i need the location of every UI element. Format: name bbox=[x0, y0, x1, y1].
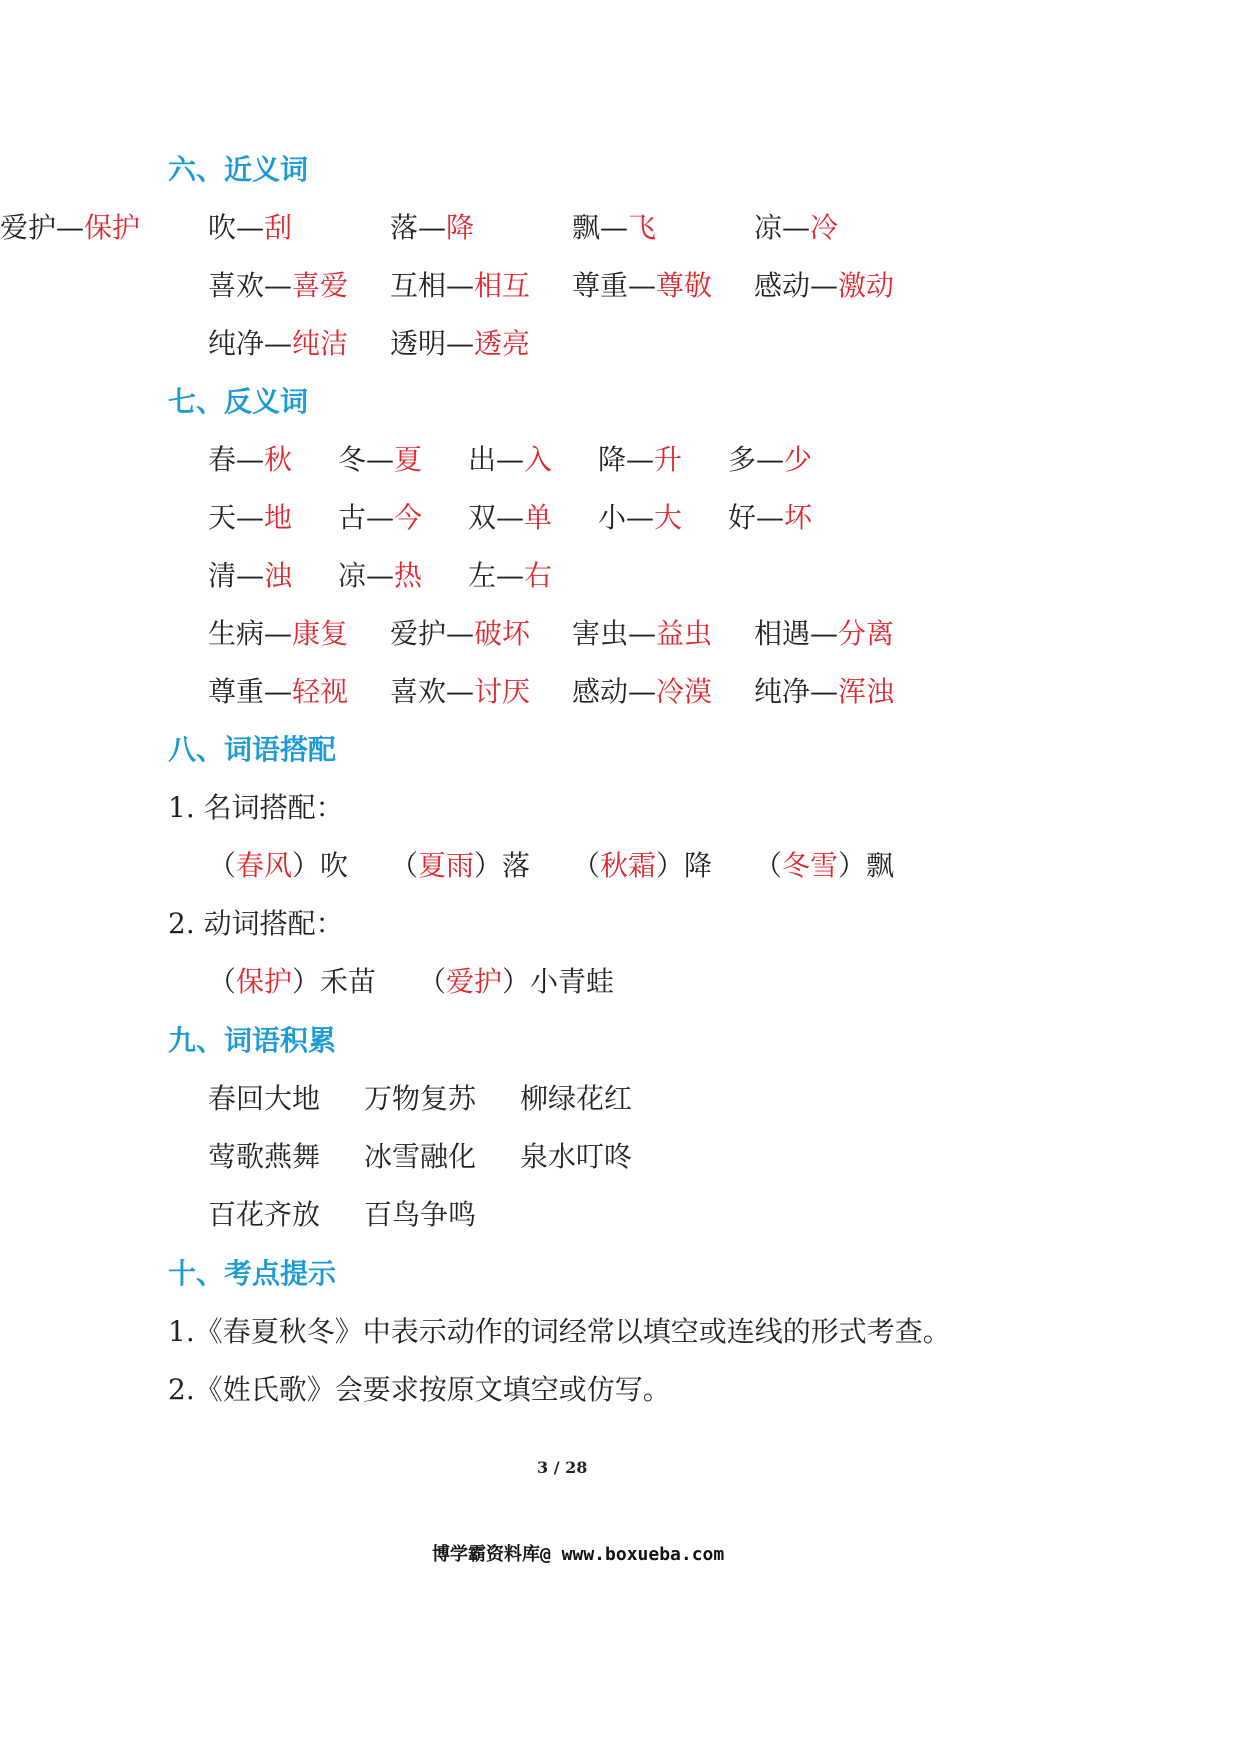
paren-close: ） bbox=[502, 965, 531, 998]
paren-open: （ bbox=[208, 849, 237, 882]
idiom: 春回大地 bbox=[208, 1082, 321, 1115]
dash: — bbox=[782, 211, 811, 244]
answer: 纯洁 bbox=[292, 327, 349, 360]
synonyms-pair bbox=[390, 322, 530, 362]
dash: — bbox=[756, 443, 785, 476]
synonyms-pair bbox=[208, 206, 292, 246]
word: 纯净 bbox=[208, 327, 265, 360]
word: 尊重 bbox=[208, 675, 265, 708]
word: 感动 bbox=[572, 675, 629, 708]
word: 小 bbox=[598, 501, 627, 534]
answer: 秋 bbox=[264, 443, 293, 476]
answer: 秋霜 bbox=[600, 849, 657, 882]
antonyms-pair bbox=[390, 670, 530, 710]
synonyms-pair bbox=[390, 264, 530, 304]
answer: 分离 bbox=[838, 617, 895, 650]
synonyms-pair bbox=[208, 264, 348, 304]
word: 好 bbox=[728, 501, 757, 534]
dash: — bbox=[756, 501, 785, 534]
answer: 夏 bbox=[394, 443, 423, 476]
dash: — bbox=[236, 443, 265, 476]
antonyms-pair bbox=[338, 496, 422, 536]
answer: 热 bbox=[394, 559, 423, 592]
word: 飘 bbox=[572, 211, 601, 244]
answer: 破坏 bbox=[474, 617, 531, 650]
dash: — bbox=[366, 501, 395, 534]
verb-collocation-label: 2. 动词搭配： bbox=[168, 907, 344, 940]
collocation-item bbox=[754, 844, 894, 884]
idiom: 莺歌燕舞 bbox=[208, 1140, 321, 1173]
answer: 激动 bbox=[838, 269, 895, 302]
antonyms-pair bbox=[728, 438, 812, 478]
dash: — bbox=[446, 617, 475, 650]
answer: 益虫 bbox=[656, 617, 713, 650]
word: 尊重 bbox=[572, 269, 629, 302]
section-title-tips: 十、考点提示 bbox=[168, 1257, 337, 1290]
section-title-synonyms: 六、近义词 bbox=[168, 153, 309, 186]
word: 爱护 bbox=[0, 211, 57, 244]
answer: 单 bbox=[524, 501, 553, 534]
antonyms-pair bbox=[208, 496, 292, 536]
section-title-antonyms: 七、反义词 bbox=[168, 385, 309, 418]
word: 爱护 bbox=[390, 617, 447, 650]
word: 喜欢 bbox=[390, 675, 447, 708]
antonyms-pair bbox=[468, 438, 552, 478]
collocation-item bbox=[418, 960, 614, 1000]
word: 多 bbox=[728, 443, 757, 476]
dash: — bbox=[236, 559, 265, 592]
word: 落 bbox=[502, 849, 531, 882]
dash: — bbox=[446, 675, 475, 708]
noun-collocation-label: 1. 名词搭配： bbox=[168, 791, 344, 824]
word: 清 bbox=[208, 559, 237, 592]
answer: 相互 bbox=[474, 269, 531, 302]
dash: — bbox=[446, 327, 475, 360]
word: 春 bbox=[208, 443, 237, 476]
answer: 尊敬 bbox=[656, 269, 713, 302]
word: 飘 bbox=[866, 849, 895, 882]
answer: 冬雪 bbox=[782, 849, 839, 882]
source-watermark: 博学霸资料库@ www.boxueba.com bbox=[432, 1544, 725, 1565]
paren-close: ） bbox=[656, 849, 685, 882]
antonyms-pair bbox=[468, 554, 552, 594]
answer: 康复 bbox=[292, 617, 349, 650]
paren-close: ） bbox=[292, 965, 321, 998]
dash: — bbox=[236, 501, 265, 534]
word: 古 bbox=[338, 501, 367, 534]
answer: 大 bbox=[654, 501, 683, 534]
paren-open: （ bbox=[208, 965, 237, 998]
word: 纯净 bbox=[754, 675, 811, 708]
dash: — bbox=[264, 269, 293, 302]
dash: — bbox=[628, 269, 657, 302]
collocation-item bbox=[572, 844, 712, 884]
antonyms-pair bbox=[208, 670, 348, 710]
idiom: 百鸟争鸣 bbox=[364, 1198, 477, 1231]
tip-item: 1.《春夏秋冬》中表示动作的词经常以填空或连线的形式考查。 bbox=[168, 1315, 951, 1348]
synonyms-pair bbox=[572, 264, 712, 304]
dash: — bbox=[496, 559, 525, 592]
dash: — bbox=[264, 675, 293, 708]
word: 出 bbox=[468, 443, 497, 476]
word: 感动 bbox=[754, 269, 811, 302]
answer: 降 bbox=[446, 211, 475, 244]
dash: — bbox=[628, 675, 657, 708]
answer: 保护 bbox=[236, 965, 293, 998]
word: 小青蛙 bbox=[530, 965, 615, 998]
word: 吹 bbox=[208, 211, 237, 244]
dash: — bbox=[496, 501, 525, 534]
answer: 夏雨 bbox=[418, 849, 475, 882]
word: 双 bbox=[468, 501, 497, 534]
idiom: 柳绿花红 bbox=[520, 1082, 633, 1115]
word: 降 bbox=[684, 849, 713, 882]
antonyms-pair bbox=[338, 554, 422, 594]
word: 透明 bbox=[390, 327, 447, 360]
dash: — bbox=[628, 617, 657, 650]
synonyms-pair bbox=[390, 206, 474, 246]
word: 喜欢 bbox=[208, 269, 265, 302]
answer: 坏 bbox=[784, 501, 813, 534]
answer: 浊 bbox=[264, 559, 293, 592]
antonyms-pair bbox=[390, 612, 530, 652]
dash: — bbox=[366, 559, 395, 592]
paren-open: （ bbox=[390, 849, 419, 882]
antonyms-pair bbox=[598, 438, 682, 478]
antonyms-pair bbox=[208, 438, 292, 478]
page-number: 3 / 28 bbox=[537, 1458, 588, 1477]
word: 天 bbox=[208, 501, 237, 534]
dash: — bbox=[264, 617, 293, 650]
antonyms-pair bbox=[208, 554, 292, 594]
idiom: 冰雪融化 bbox=[364, 1140, 477, 1173]
paren-open: （ bbox=[418, 965, 447, 998]
answer: 飞 bbox=[628, 211, 657, 244]
antonyms-pair bbox=[338, 438, 422, 478]
dash: — bbox=[810, 617, 839, 650]
answer: 入 bbox=[524, 443, 553, 476]
dash: — bbox=[496, 443, 525, 476]
antonyms-pair bbox=[468, 496, 552, 536]
antonyms-pair bbox=[728, 496, 812, 536]
word: 冬 bbox=[338, 443, 367, 476]
synonyms-pair bbox=[0, 206, 140, 246]
dash: — bbox=[264, 327, 293, 360]
antonyms-pair bbox=[754, 670, 894, 710]
paren-open: （ bbox=[572, 849, 601, 882]
antonyms-pair bbox=[572, 670, 712, 710]
paren-close: ） bbox=[474, 849, 503, 882]
word: 相遇 bbox=[754, 617, 811, 650]
answer: 少 bbox=[784, 443, 813, 476]
dash: — bbox=[418, 211, 447, 244]
answer: 讨厌 bbox=[474, 675, 531, 708]
answer: 爱护 bbox=[446, 965, 503, 998]
word: 互相 bbox=[390, 269, 447, 302]
collocation-item bbox=[208, 960, 376, 1000]
dash: — bbox=[810, 675, 839, 708]
dash: — bbox=[626, 443, 655, 476]
antonyms-pair bbox=[754, 612, 894, 652]
word: 凉 bbox=[338, 559, 367, 592]
tip-item: 2.《姓氏歌》会要求按原文填空或仿写。 bbox=[168, 1373, 671, 1406]
synonyms-pair bbox=[754, 206, 838, 246]
section-title-collocation: 八、词语搭配 bbox=[168, 733, 337, 766]
synonyms-pair bbox=[208, 322, 348, 362]
antonyms-pair bbox=[208, 612, 348, 652]
word: 禾苗 bbox=[320, 965, 377, 998]
answer: 地 bbox=[264, 501, 293, 534]
answer: 冷 bbox=[810, 211, 839, 244]
answer: 冷漠 bbox=[656, 675, 713, 708]
section-title-accumulation: 九、词语积累 bbox=[168, 1024, 337, 1057]
answer: 今 bbox=[394, 501, 423, 534]
answer: 刮 bbox=[264, 211, 293, 244]
word: 凉 bbox=[754, 211, 783, 244]
idiom: 万物复苏 bbox=[364, 1082, 477, 1115]
dash: — bbox=[810, 269, 839, 302]
paren-close: ） bbox=[838, 849, 867, 882]
idiom: 泉水叮咚 bbox=[520, 1140, 633, 1173]
idiom: 百花齐放 bbox=[208, 1198, 321, 1231]
collocation-item bbox=[208, 844, 348, 884]
answer: 升 bbox=[654, 443, 683, 476]
dash: — bbox=[446, 269, 475, 302]
dash: — bbox=[366, 443, 395, 476]
word: 吹 bbox=[320, 849, 349, 882]
antonyms-pair bbox=[598, 496, 682, 536]
word: 落 bbox=[390, 211, 419, 244]
paren-close: ） bbox=[292, 849, 321, 882]
answer: 保护 bbox=[84, 211, 141, 244]
answer: 轻视 bbox=[292, 675, 349, 708]
word: 害虫 bbox=[572, 617, 629, 650]
answer: 喜爱 bbox=[292, 269, 349, 302]
word: 生病 bbox=[208, 617, 265, 650]
dash: — bbox=[600, 211, 629, 244]
answer: 右 bbox=[524, 559, 553, 592]
answer: 春风 bbox=[236, 849, 293, 882]
synonyms-pair bbox=[754, 264, 894, 304]
dash: — bbox=[236, 211, 265, 244]
word: 左 bbox=[468, 559, 497, 592]
answer: 浑浊 bbox=[838, 675, 895, 708]
word: 降 bbox=[598, 443, 627, 476]
collocation-item bbox=[390, 844, 530, 884]
paren-open: （ bbox=[754, 849, 783, 882]
synonyms-pair bbox=[572, 206, 656, 246]
answer: 透亮 bbox=[474, 327, 531, 360]
dash: — bbox=[56, 211, 85, 244]
dash: — bbox=[626, 501, 655, 534]
antonyms-pair bbox=[572, 612, 712, 652]
